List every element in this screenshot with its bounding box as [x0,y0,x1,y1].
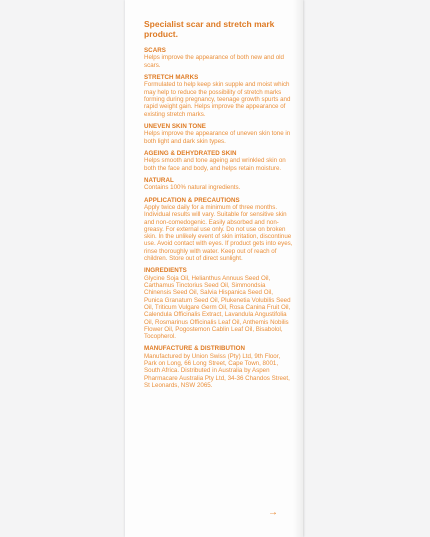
section-body: Helps smooth and tone ageing and wrinkled skin on both the face and body, and helps retain moisture. [144,157,286,172]
section-body: Formulated to help keep skin supple and moist which may help to reduce the possibility of stretch marks forming during pregnancy, teenage growth spurts and rapid weight gain. Helps improve the appearance of existing stretch marks. [144,81,291,118]
section-heading: MANUFACTURE & DISTRIBUTION [144,345,245,353]
section-stretch-marks [144,74,293,118]
section-body: Apply twice daily for a minimum of three months. Individual results will vary. Suitable for sensitive skin and non-comedogenic. Easily absorbed and non-greasy. For external use only. Do not use on broken skin. In the unlikely event of skin irritation, discontinue use. Avoid contact with eyes. If product gets into eyes, rinse thoroughly with water. Keep out of reach of children. Store out of direct sunlight. [144,204,293,263]
panel-content [144,19,293,394]
section-body: Helps improve the appearance of uneven skin tone in both light and dark skin types. [144,130,291,145]
section-application-precautions [144,197,293,263]
box-edge-shadow [293,0,303,537]
arrow-right-icon: → [268,507,278,518]
section-body: Helps improve the appearance of both new and old scars. [144,54,284,69]
section-body: Glycine Soja Oil, Helianthus Annuus Seed Oil, Carthamus Tinctorius Seed Oil, Simmondsia Chinensis Seed Oil, Salvia Hispanica Seed Oil, Punica Granatum Seed Oil, Plukenetia Volubilis Seed Oil, Triticum Vulgare Germ Oil, Rosa Canina Fruit Oil, Calendula Officinalis Extract, Lavandula Angustifolia Oil, Rosmarinus Officinalis Leaf Oil, Anthemis Nobilis Flower Oil, Pogostemon Cablin Leaf Oil, Bisabolol, Tocopherol. [144,274,291,341]
section-uneven-skin-tone [144,123,293,145]
section-heading: SCARS [144,47,166,54]
section-heading: INGREDIENTS [144,267,187,275]
section-heading: AGEING & DEHYDRATED SKIN [144,149,237,157]
product-headline: Specialist scar and stretch mark product. [144,19,275,39]
section-body: Contains 100% natural ingredients. [144,184,241,192]
section-ageing-dehydrated-skin [144,150,293,172]
section-body: Manufactured by Union Swiss (Pty) Ltd, 9th Floor, Park on Long, 66 Long Street, Cape Town, 8001, South Africa. Distributed in Australia by Aspen Pharmacare Australia Pty Ltd, 34-36 Chandos Street, St Leonards, NSW 2065. [144,352,290,390]
section-ingredients [144,267,293,340]
section-heading: UNEVEN SKIN TONE [144,122,206,130]
section-scars [144,47,293,69]
section-heading: NATURAL [144,176,174,184]
section-heading: STRETCH MARKS [144,74,199,81]
section-natural [144,177,293,192]
section-heading: APPLICATION & PRECAUTIONS [144,196,240,204]
product-box-side-panel [125,0,303,537]
section-manufacture-distribution [144,345,293,389]
